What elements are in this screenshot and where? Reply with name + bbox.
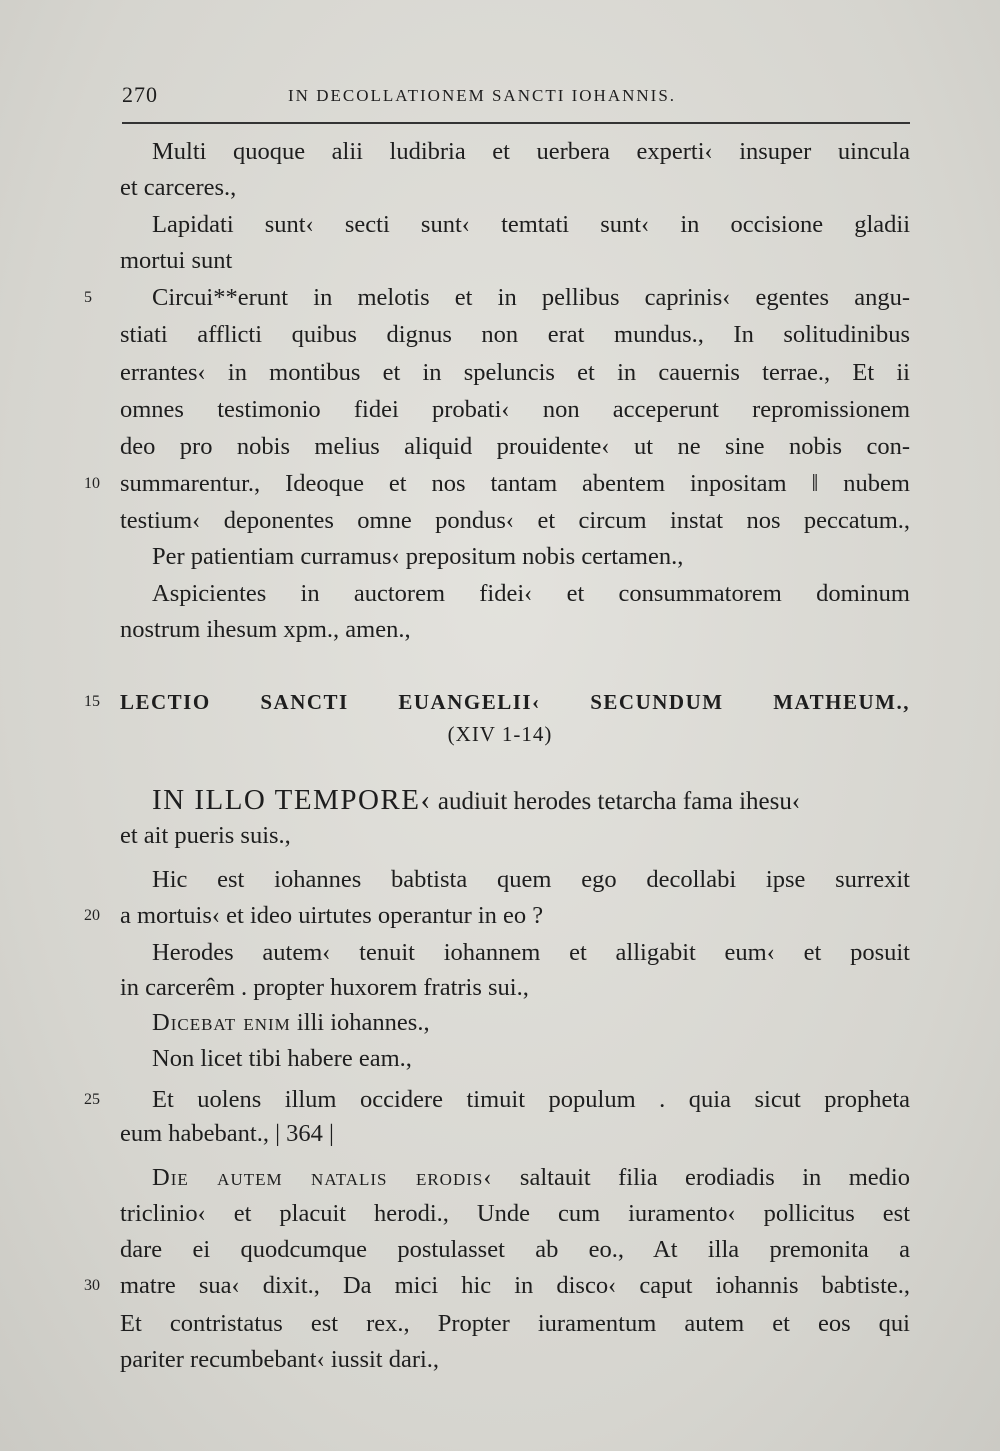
text-line [120,782,910,818]
text-line: summarentur., Ideoque et nos tantam abentem inpositam ‖ nubem [120,470,910,497]
text-line: Lapidati sunt‹ secti sunt‹ temtati sunt‹ in occisione gladii [152,211,910,238]
text-line: Et uolens illum occidere timuit populum . quia sicut propheta [152,1086,910,1113]
page-number: 270 [122,82,158,107]
text-line: mortui sunt [120,247,233,274]
text-line: deo pro nobis melius aliquid prouidente‹ ut ne sine nobis con- [120,433,910,460]
small-caps-text: Die autem natalis erodis‹ [152,1164,493,1191]
incipit-rest: audiuit herodes tetarcha fama ihesu‹ [431,788,801,815]
text-line: Multi quoque alii ludibria et uerbera experti‹ insuper uincula [152,138,910,165]
text-line: et ait pueris suis., [120,822,291,849]
text-line: testium‹ deponentes omne pondus‹ et circum instat nos peccatum., [120,507,910,534]
text-line: dare ei quodcumque postulasset ab eo., At illa premonita a [120,1236,910,1263]
line-number: 10 [84,475,100,492]
text-line: pariter recumbebant‹ iussit dari., [120,1346,440,1373]
text-line: Et contristatus est rex., Propter iuramentum autem et eos qui [120,1310,910,1337]
text-line: in carcerêm . propter huxorem fratris sui., [120,974,529,1001]
text-line: errantes‹ in montibus et in speluncis et in cauernis terrae., Et ii [120,359,910,386]
text-line: Per patientiam curramus‹ prepositum nobis certamen., [152,543,684,570]
text-line: eum habebant., | 364 | [120,1120,334,1147]
text-line: Circui**erunt in melotis et in pellibus caprinis‹ egentes angu- [152,284,910,311]
text-line [120,1160,910,1196]
incipit-caps: IN ILLO TEMPORE‹ [152,784,432,816]
text-line [120,1005,910,1041]
small-caps-text: Dicebat enim [152,1009,291,1036]
text-line: Aspicientes in auctorem fidei‹ et consummatorem dominum [152,580,910,607]
text-line: Hic est iohannes babtista quem ego decollabi ipse surrexit [152,866,910,893]
page-header [118,82,910,112]
line-number: 15 [84,693,100,710]
lectio-heading: LECTIO SANCTI EUANGELII‹ SECUNDUM MATHEUM., [120,690,910,714]
text-line: triclinio‹ et placuit herodi., Unde cum iuramento‹ pollicitus est [120,1200,910,1227]
text-line: stiati afflicti quibus dignus non erat mundus., In solitudinibus [120,321,910,348]
text-line: matre sua‹ dixit., Da mici hic in disco‹ caput iohannis babtiste., [120,1272,910,1299]
line-number: 5 [84,289,92,306]
text-line: Herodes autem‹ tenuit iohannem et alligabit eum‹ et posuit [152,939,910,966]
running-title: IN DECOLLATIONEM SANCTI IOHANNIS. [288,86,677,105]
line-number: 25 [84,1091,100,1108]
text-line: omnes testimonio fidei probati‹ non acceperunt repromissionem [120,396,910,423]
text-line: nostrum ihesum xpm., amen., [120,616,411,643]
line-number: 30 [84,1277,100,1294]
text-line: Non licet tibi habere eam., [152,1045,412,1072]
lectio-reference: (XIV 1-14) [447,722,553,746]
line-rest: illi iohannes., [290,1009,430,1036]
text-line: et carceres., [120,174,237,201]
line-rest: saltauit filia erodiadis in medio [492,1164,910,1191]
text-line: a mortuis‹ et ideo uirtutes operantur in eo ? [120,902,544,929]
line-number: 20 [84,907,100,924]
header-rule [122,122,910,124]
